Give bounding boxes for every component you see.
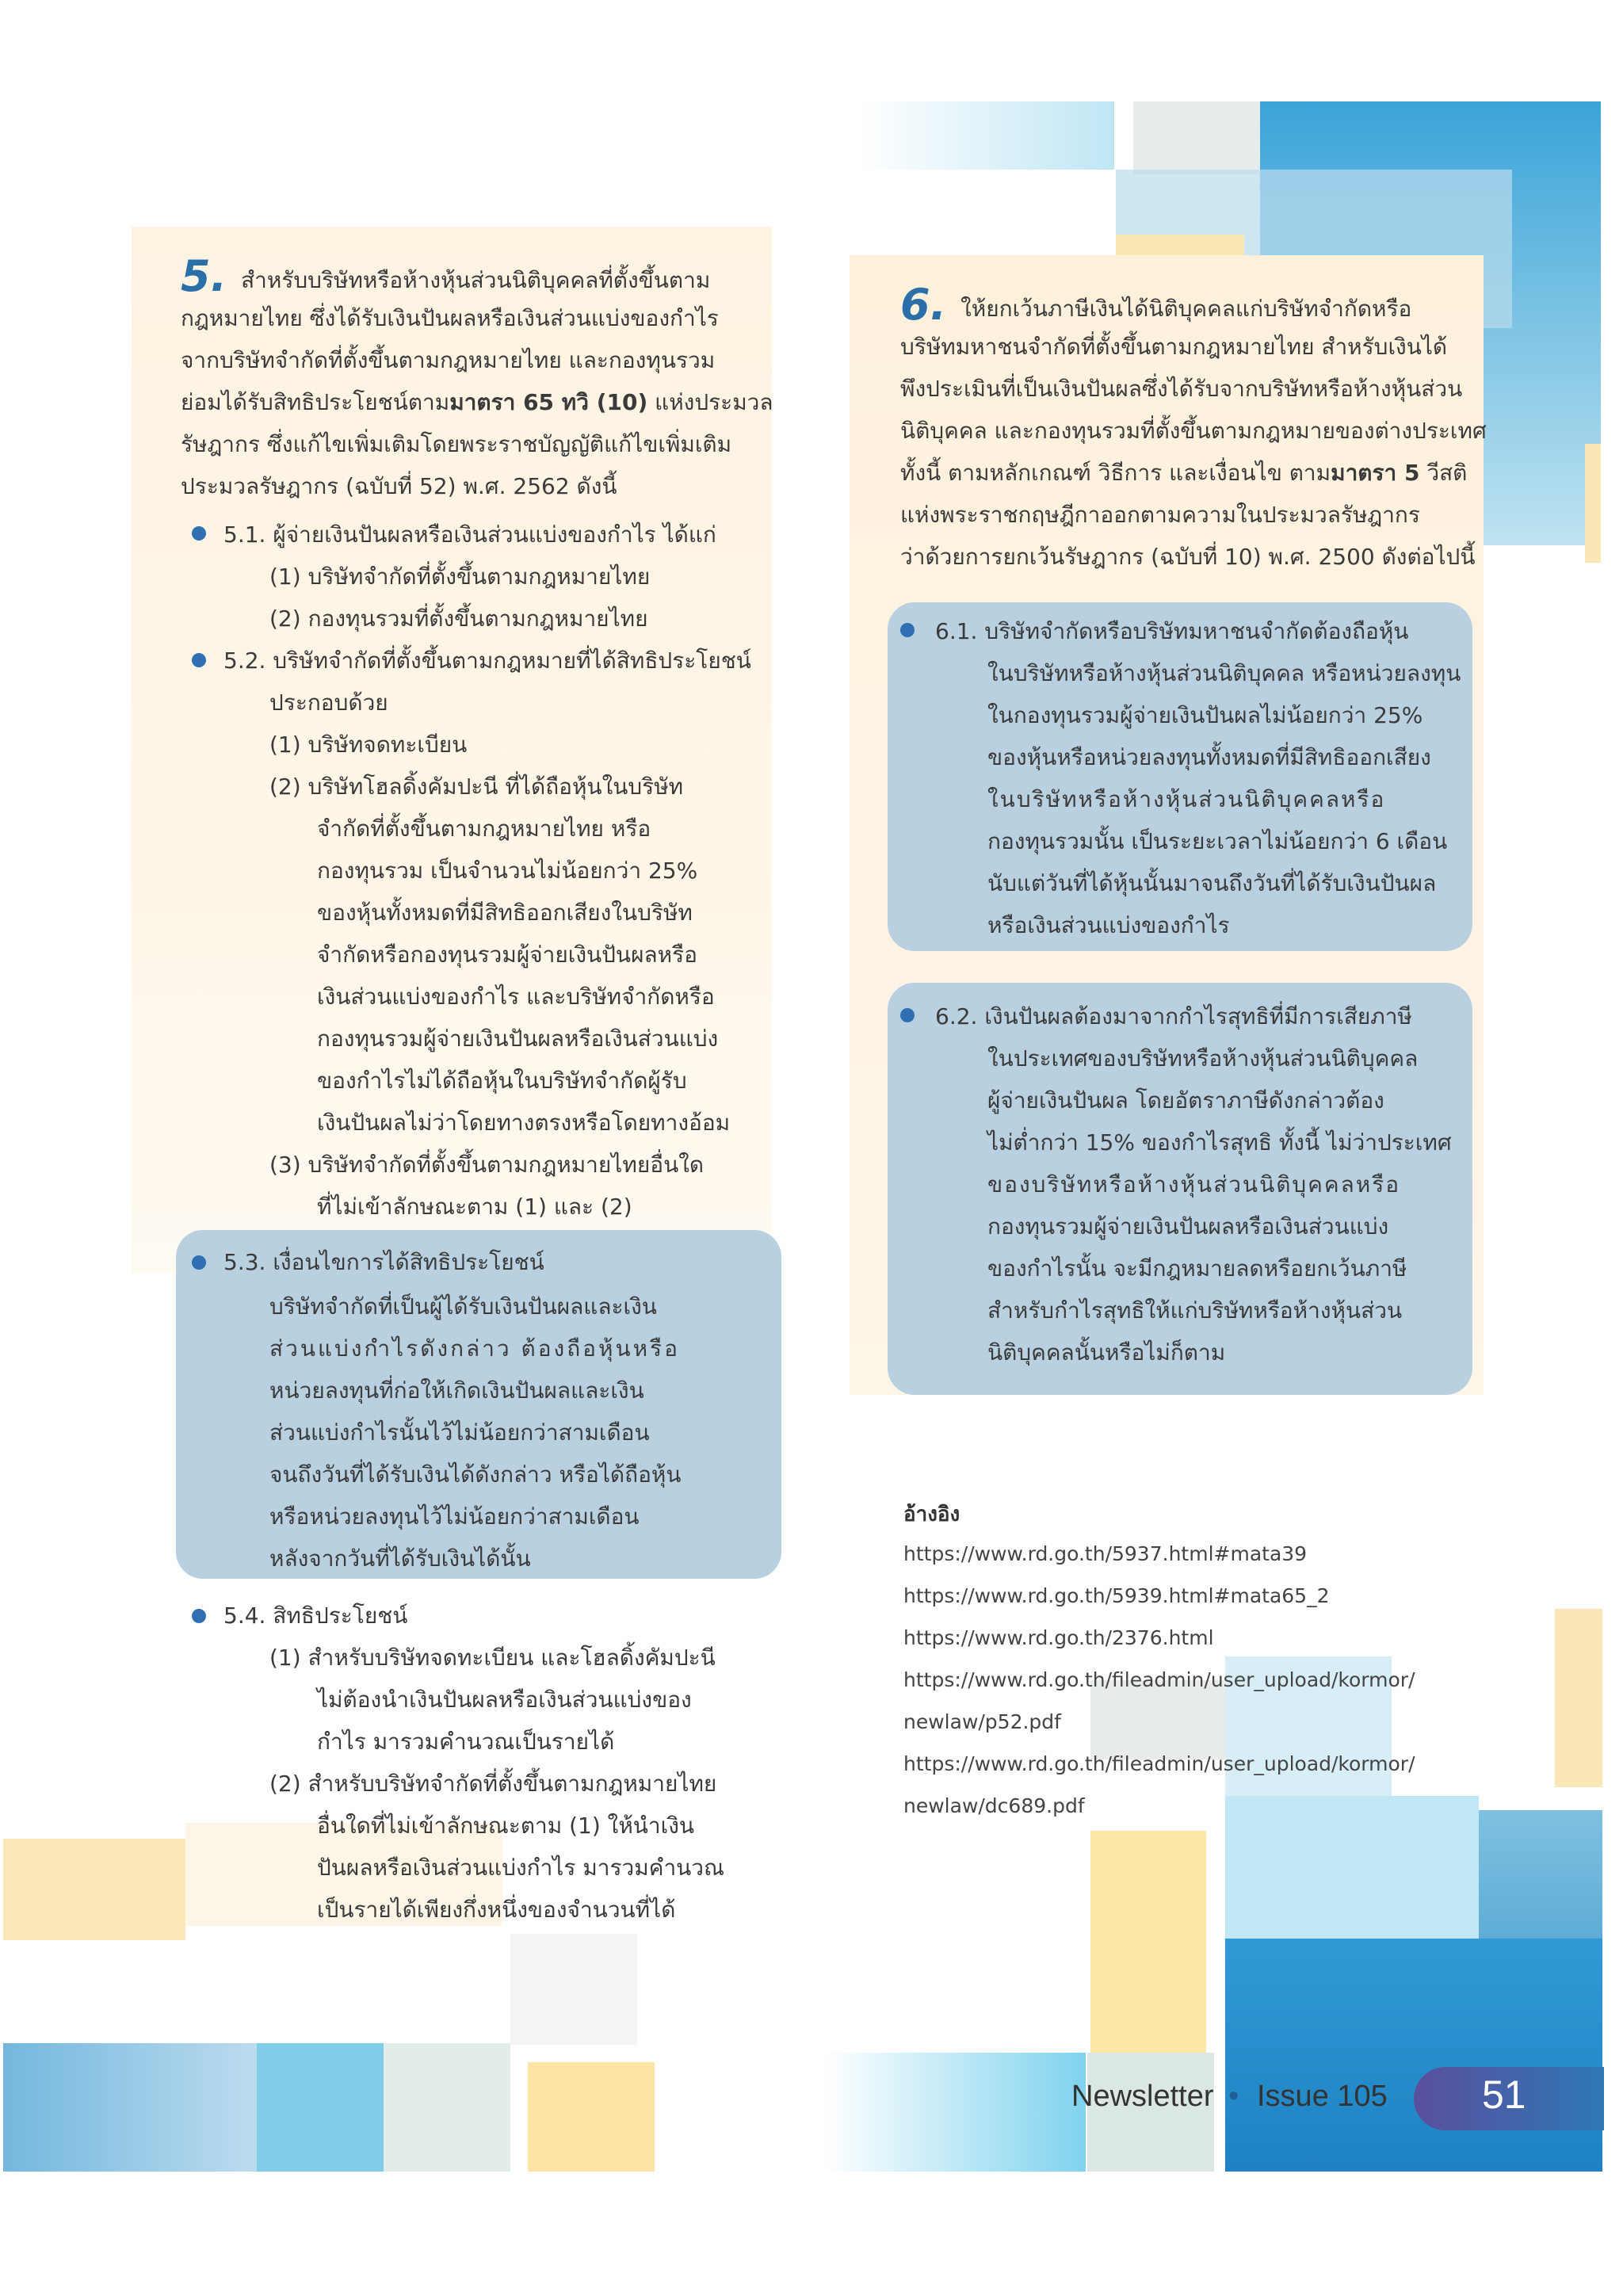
section6-intro-line5: ทั้งนี้ ตามหลักเกณฑ์ วิธีการ และเงื่อนไข ตามมาตรา 5 วีสติ: [900, 460, 1468, 486]
section5-law-reference: มาตรา 65 ทวิ (10): [449, 389, 648, 415]
s62-line7: สำหรับกำไรสุทธิให้แก่บริษัทหรือห้างหุ้นส่วน: [987, 1297, 1403, 1324]
s52-title-cont: ประกอบด้วย: [269, 690, 388, 716]
decor-left-bottom-1: [3, 1839, 185, 1940]
reference-link[interactable]: https://www.rd.go.th/5939.html#mata65_2: [903, 1584, 1330, 1607]
s61-line1: ในบริษัทหรือห้างหุ้นส่วนนิติบุคคล หรือหน่วยลงทุน: [987, 660, 1461, 686]
bullet: [192, 526, 206, 541]
footer-issue: Issue 105: [1257, 2080, 1388, 2113]
decor-right-bottom-6: [1090, 1831, 1206, 2061]
decor-right-bottom-4: [1225, 1796, 1479, 1939]
s61-line6: นับแต่วันที่ได้หุ้นนั้นมาจนถึงวันที่ได้รับเงินปันผล: [987, 870, 1437, 896]
section6-intro-line1: 6. ให้ยกเว้นภาษีเงินได้นิติบุคคลแก่บริษัทจำกัดหรือ: [900, 280, 1412, 330]
s52-item2-line4: ของหุ้นทั้งหมดที่มีสิทธิออกเสียงในบริษัท: [317, 900, 693, 926]
s52-item2-line7: กองทุนรวมผู้จ่ายเงินปันผลหรือเงินส่วนแบ่ง: [317, 1026, 719, 1052]
reference-link-cont[interactable]: newlaw/dc689.pdf: [903, 1794, 1085, 1817]
s52-item2-line8: ของกำไรไม่ได้ถือหุ้นในบริษัทจำกัดผู้รับ: [317, 1068, 687, 1094]
s61-line2: ในกองทุนรวมผู้จ่ายเงินปันผลไม่น้อยกว่า 25%: [987, 702, 1423, 728]
section5-intro-line5: รัษฎากร ซึ่งแก้ไขเพิ่มเติมโดยพระราชบัญญัติแก้ไขเพิ่มเติม: [181, 431, 732, 457]
s54-item2-line2: อื่นใดที่ไม่เข้าลักษณะตาม (1) ให้นำเงิน: [317, 1813, 695, 1839]
s52-title: 5.2. บริษัทจำกัดที่ตั้งขึ้นตามกฎหมายที่ได้สิทธิประโยชน์: [223, 648, 751, 674]
s53-line4: ส่วนแบ่งกำไรนั้นไว้ไม่น้อยกว่าสามเดือน: [269, 1419, 650, 1446]
decor-left-bottom-3: [3, 2043, 257, 2172]
section6-intro-line2: บริษัทมหาชนจำกัดที่ตั้งขึ้นตามกฎหมายไทย สำหรับเงินได้: [900, 334, 1448, 360]
s52-item2-line2: จำกัดที่ตั้งขึ้นตามกฎหมายไทย หรือ: [317, 816, 651, 842]
s61-line7: หรือเงินส่วนแบ่งของกำไร: [987, 912, 1230, 938]
s53-line6: หรือหน่วยลงทุนไว้ไม่น้อยกว่าสามเดือน: [269, 1503, 640, 1530]
section6-intro-line6: แห่งพระราชกฤษฎีกาออกตามความในประมวลรัษฎากร: [900, 502, 1420, 528]
s62-line5: กองทุนรวมผู้จ่ายเงินปันผลหรือเงินส่วนแบ่ง: [987, 1213, 1389, 1240]
s52-item1: (1) บริษัทจดทะเบียน: [269, 732, 468, 758]
s62-line4: ของบริษัทหรือห้างหุ้นส่วนนิติบุคคลหรือ: [987, 1171, 1401, 1198]
decor-left-bottom-4: [257, 2043, 384, 2172]
decor-right-strip: [1585, 444, 1601, 563]
s53-line3: หน่วยลงทุนที่ก่อให้เกิดเงินปันผลและเงิน: [269, 1377, 644, 1404]
reference-link-cont[interactable]: newlaw/p52.pdf: [903, 1710, 1061, 1733]
bullet: [192, 1255, 206, 1270]
s53-title: 5.3. เงื่อนไขการได้สิทธิประโยชน์: [223, 1249, 544, 1275]
decor-top-right-2: [1133, 101, 1262, 174]
s54-item2-line3: ปันผลหรือเงินส่วนแบ่งกำไร มารวมคำนวณ: [317, 1855, 725, 1881]
decor-top-right-1: [861, 101, 1114, 170]
decor-right-bottom-7: [1225, 1939, 1602, 2172]
s52-item2-line3: กองทุนรวม เป็นจำนวนไม่น้อยกว่า 25%: [317, 858, 698, 884]
section5-intro-line3: จากบริษัทจำกัดที่ตั้งขึ้นตามกฎหมายไทย และกองทุนรวม: [181, 347, 716, 373]
s53-line7: หลังจากวันที่ได้รับเงินได้นั้น: [269, 1545, 531, 1572]
reference-link[interactable]: https://www.rd.go.th/fileadmin/user_upload/kormor/: [903, 1668, 1415, 1691]
s52-item2-line6: เงินส่วนแบ่งของกำไร และบริษัทจำกัดหรือ: [317, 984, 715, 1010]
reference-link[interactable]: https://www.rd.go.th/2376.html: [903, 1626, 1214, 1649]
s62-line6: ของกำไรนั้น จะมีกฎหมายลดหรือยกเว้นภาษี: [987, 1255, 1407, 1282]
section6-intro-line7: ว่าด้วยการยกเว้นรัษฎากร (ฉบับที่ 10) พ.ศ. 2500 ดังต่อไปนี้: [900, 544, 1476, 570]
s62-line2: ผู้จ่ายเงินปันผล โดยอัตราภาษีดังกล่าวต้อง: [987, 1087, 1384, 1114]
s51-item2: (2) กองทุนรวมที่ตั้งขึ้นตามกฎหมายไทย: [269, 606, 648, 632]
s52-item3-line2: ที่ไม่เข้าลักษณะตาม (1) และ (2): [317, 1194, 632, 1220]
section5-number: 5.: [181, 251, 227, 301]
s61-line4: ในบริษัทหรือห้างหุ้นส่วนนิติบุคคลหรือ: [987, 786, 1386, 812]
s61-title: 6.1. บริษัทจำกัดหรือบริษัทมหาชนจำกัดต้องถือหุ้น: [935, 618, 1409, 644]
section6-intro-line4: นิติบุคคล และกองทุนรวมที่ตั้งขึ้นตามกฎหมายของต่างประเทศ: [900, 418, 1487, 444]
section5-intro-line2: กฎหมายไทย ซึ่งได้รับเงินปันผลหรือเงินส่วนแบ่งของกำไร: [181, 305, 719, 331]
references-title: อ้างอิง: [903, 1503, 960, 1526]
section6-intro-line3: พึงประเมินที่เป็นเงินปันผลซึ่งได้รับจากบริษัทหรือห้างหุ้นส่วน: [900, 376, 1463, 402]
section5-intro-line6: ประมวลรัษฎากร (ฉบับที่ 52) พ.ศ. 2562 ดังนี้: [181, 473, 617, 499]
s62-line1: ในประเทศของบริษัทหรือห้างหุ้นส่วนนิติบุคคล: [987, 1045, 1419, 1072]
s62-title: 6.2. เงินปันผลต้องมาจากกำไรสุทธิที่มีการเสียภาษี: [935, 1003, 1412, 1030]
s53-line1: บริษัทจำกัดที่เป็นผู้ได้รับเงินปันผลและเงิน: [269, 1293, 657, 1320]
section6-law-reference: มาตรา 5: [1331, 460, 1420, 486]
s54-item1-line2: ไม่ต้องนำเงินปันผลหรือเงินส่วนแบ่งของ: [317, 1687, 692, 1713]
section5-intro-line4: ย่อมได้รับสิทธิประโยชน์ตามมาตรา 65 ทวิ (10) แห่งประมวล: [181, 389, 773, 415]
decor-right-bottom-8: [824, 2053, 1086, 2172]
footer-separator: •: [1228, 2080, 1239, 2113]
page-number: 51: [1482, 2073, 1526, 2117]
s62-line8: นิติบุคคลนั้นหรือไม่ก็ตาม: [987, 1339, 1226, 1366]
s51-title: 5.1. ผู้จ่ายเงินปันผลหรือเงินส่วนแบ่งของกำไร ได้แก่: [223, 521, 716, 548]
bullet: [900, 1008, 915, 1022]
footer-newsletter: Newsletter: [1071, 2080, 1214, 2113]
s52-item2-line5: จำกัดหรือกองทุนรวมผู้จ่ายเงินปันผลหรือ: [317, 942, 697, 968]
s52-item2-line1: (2) บริษัทโฮลดิ้งคัมปะนี ที่ได้ถือหุ้นในบริษัท: [269, 774, 684, 800]
s52-item3-line1: (3) บริษัทจำกัดที่ตั้งขึ้นตามกฎหมายไทยอื่นใด: [269, 1152, 705, 1178]
bullet: [192, 1609, 206, 1623]
s54-title: 5.4. สิทธิประโยชน์: [223, 1603, 408, 1629]
s61-line3: ของหุ้นหรือหน่วยลงทุนทั้งหมดที่มีสิทธิออกเสียง: [987, 744, 1431, 770]
s54-item1-line3: กำไร มารวมคำนวณเป็นรายได้: [317, 1729, 615, 1755]
bullet: [192, 653, 206, 667]
s53-line5: จนถึงวันที่ได้รับเงินได้ดังกล่าว หรือได้ถือหุ้น: [269, 1461, 682, 1488]
decor-left-bottom-7: [510, 1934, 637, 2045]
decor-right-bottom-1: [1555, 1609, 1602, 1787]
s62-line3: ไม่ต่ำกว่า 15% ของกำไรสุทธิ ทั้งนี้ ไม่ว่าประเทศ: [987, 1129, 1452, 1156]
bullet: [900, 623, 915, 637]
decor-left-bottom-6: [528, 2062, 655, 2172]
s54-item1-line1: (1) สำหรับบริษัทจดทะเบียน และโฮลดิ้งคัมปะนี: [269, 1645, 716, 1671]
decor-left-bottom-5: [384, 2043, 510, 2172]
section6-number: 6.: [900, 280, 947, 330]
reference-link[interactable]: https://www.rd.go.th/fileadmin/user_upload/kormor/: [903, 1752, 1415, 1775]
s53-line2: ส่วนแบ่งกำไรดังกล่าว ต้องถือหุ้นหรือ: [269, 1335, 680, 1362]
s52-item2-line9: เงินปันผลไม่ว่าโดยทางตรงหรือโดยทางอ้อม: [317, 1110, 731, 1136]
s54-item2-line4: เป็นรายได้เพียงกึ่งหนึ่งของจำนวนที่ได้: [317, 1897, 676, 1923]
s54-item2-line1: (2) สำหรับบริษัทจำกัดที่ตั้งขึ้นตามกฎหมายไทย: [269, 1771, 717, 1797]
section5-intro-line1: 5. สำหรับบริษัทหรือห้างหุ้นส่วนนิติบุคคลที่ตั้งขึ้นตาม: [181, 251, 711, 301]
s51-item1: (1) บริษัทจำกัดที่ตั้งขึ้นตามกฎหมายไทย: [269, 563, 651, 590]
s61-line5: กองทุนรวมนั้น เป็นระยะเวลาไม่น้อยกว่า 6 เดือน: [987, 828, 1448, 854]
reference-link[interactable]: https://www.rd.go.th/5937.html#mata39: [903, 1542, 1308, 1565]
